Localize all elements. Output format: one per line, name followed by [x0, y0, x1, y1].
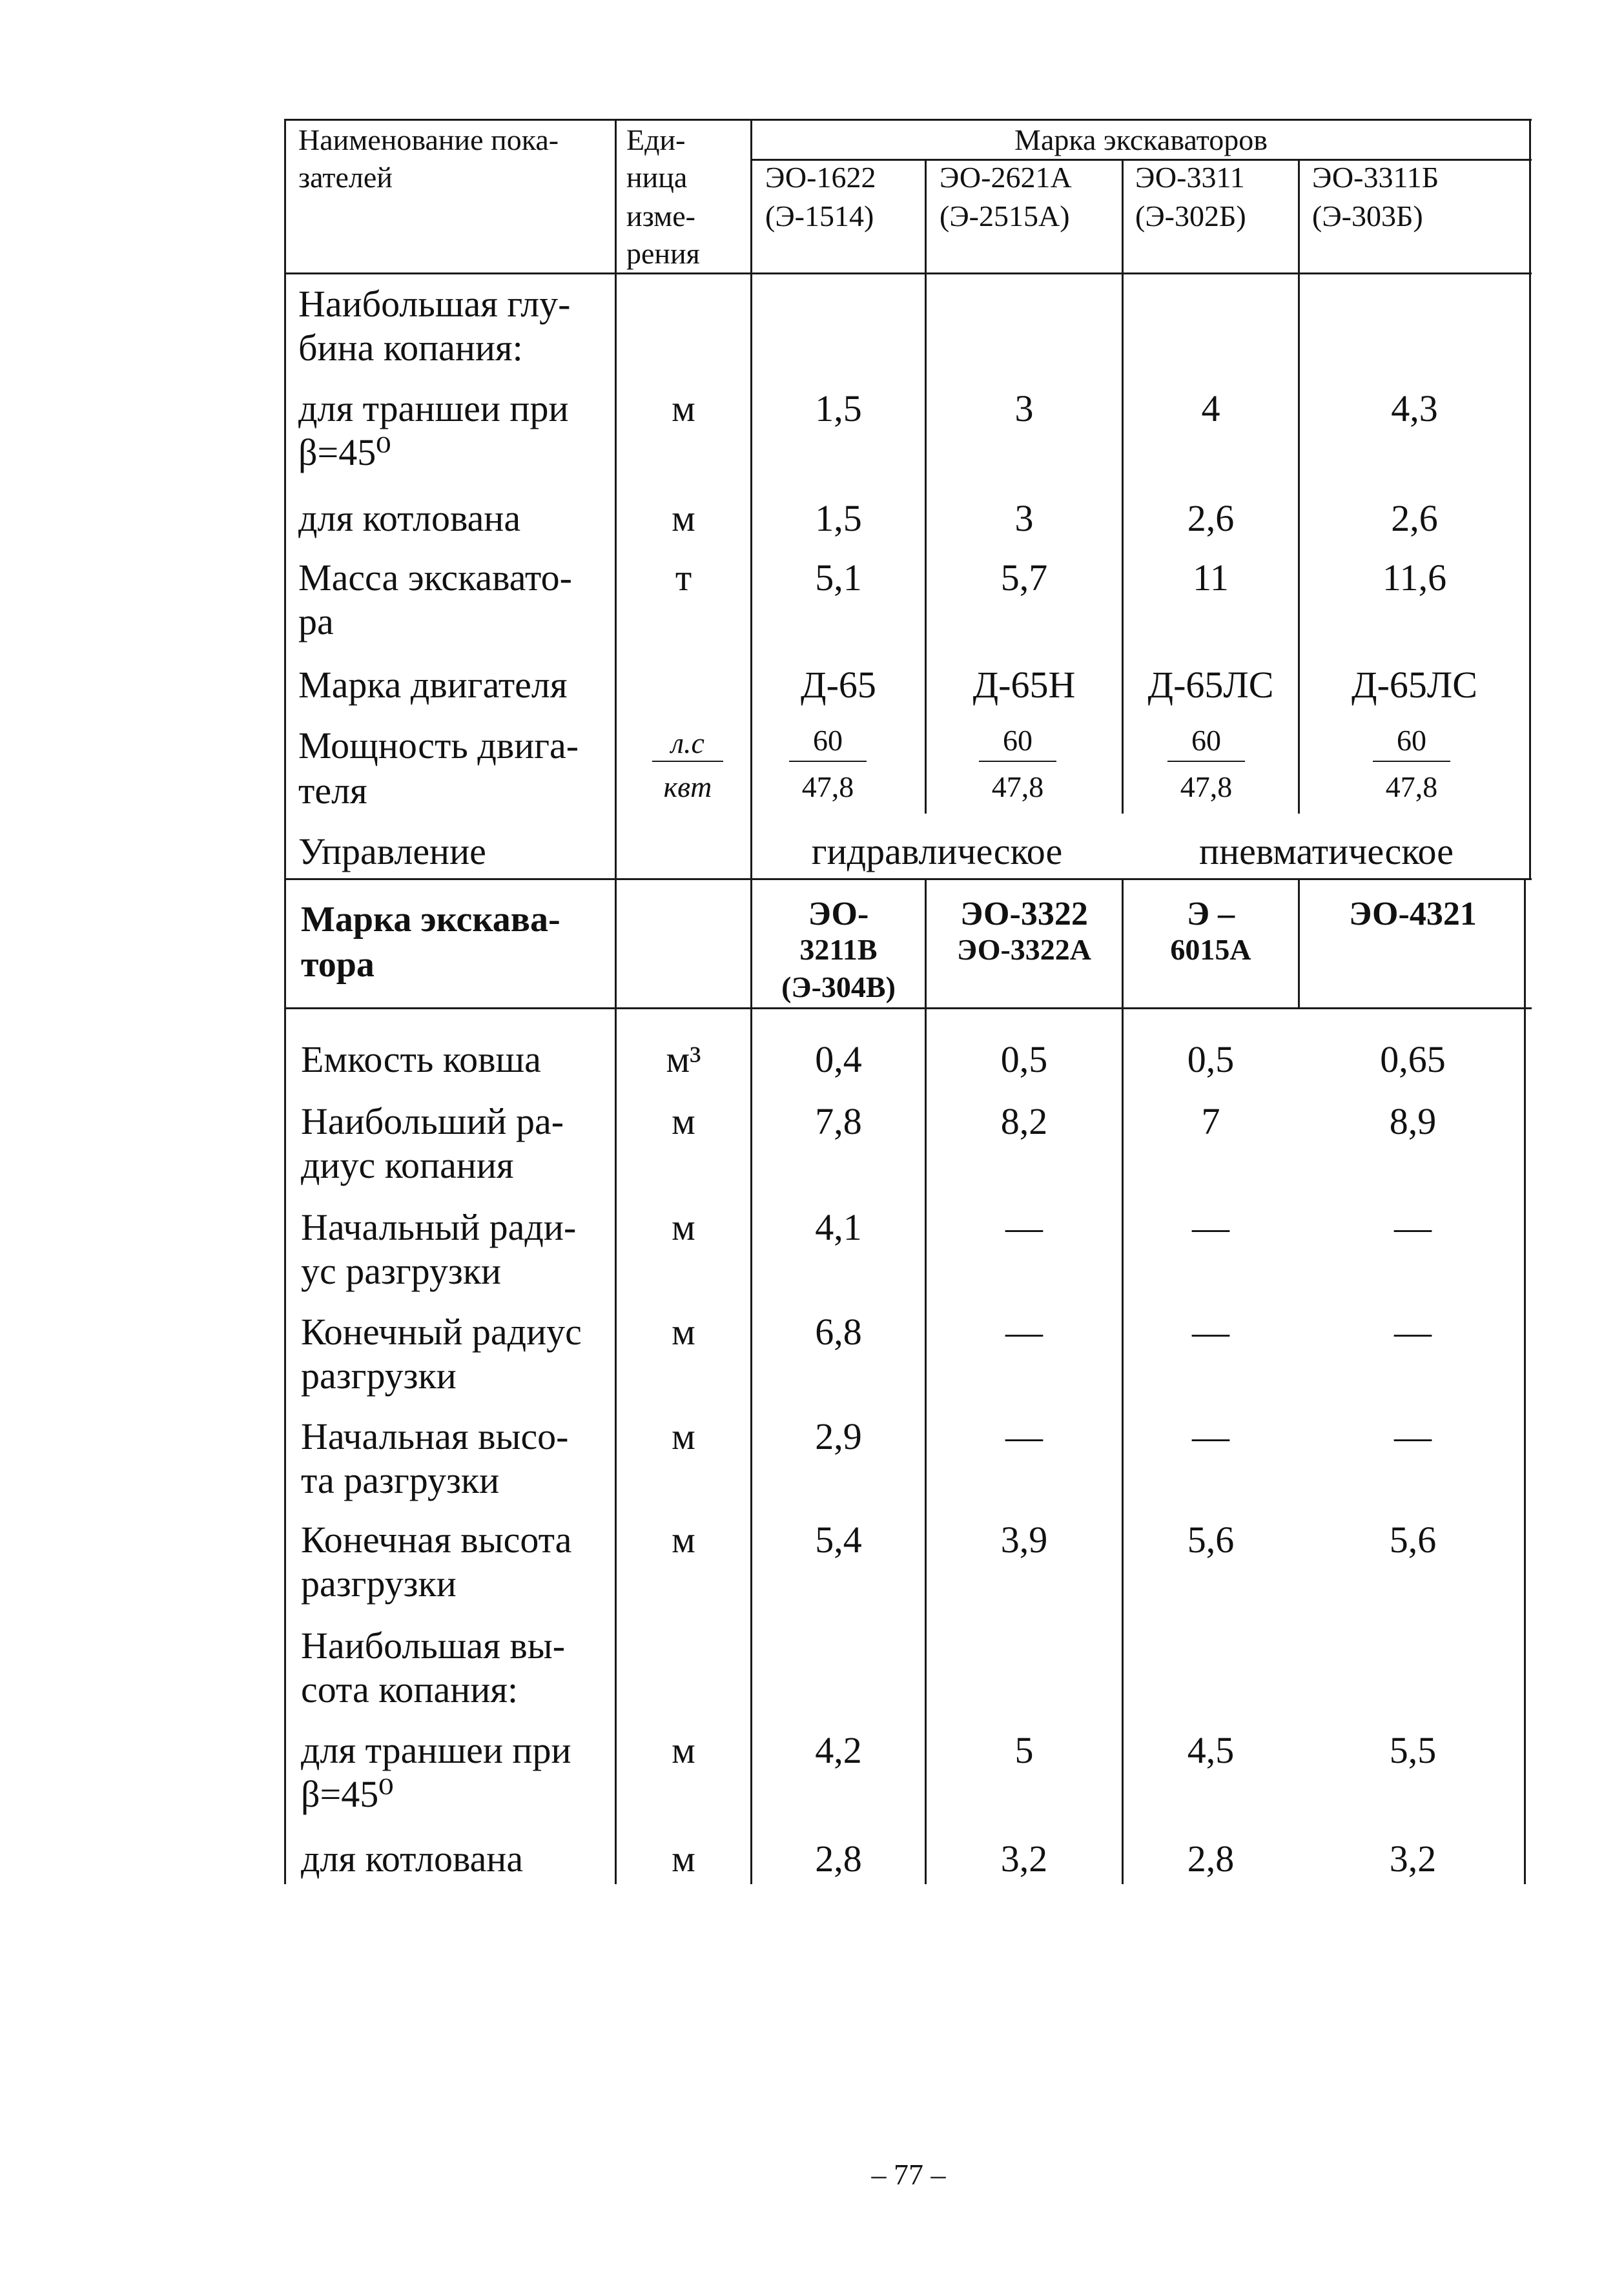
col-model3-divider-a [1122, 159, 1124, 814]
col-unit-divider [615, 119, 617, 1884]
col-name-header-line2: зателей [298, 161, 393, 194]
row-pit-unit: м [672, 497, 695, 539]
row-unload-r1-value-2: — [1005, 1311, 1043, 1353]
row-unload-h0-label-line2: та разгрузки [301, 1459, 500, 1501]
row-dig-radius-value-2: 8,2 [1000, 1100, 1048, 1142]
section2-header-line2: тора [301, 945, 375, 985]
row-s2-trench-unit: м [672, 1729, 695, 1771]
row-s2-trench-value-3: 4,5 [1187, 1729, 1235, 1771]
row-unload-h0-value-4: — [1394, 1415, 1432, 1457]
row-power-bottom-2: 47,8 [991, 770, 1044, 803]
row-power-top-2: 60 [1003, 724, 1033, 757]
row-dig-radius-value-3: 7 [1201, 1100, 1220, 1142]
row-bucket-label: Емкость ковша [301, 1038, 541, 1080]
depth-title-line2: бина копания: [298, 327, 523, 369]
row-unload-h1-value-4: 5,6 [1389, 1519, 1437, 1561]
table-top-border [750, 119, 1532, 121]
row-engine-value-2: Д-65Н [972, 664, 1076, 706]
row-bucket-value-2: 0,5 [1000, 1038, 1048, 1080]
row-s2-trench-value-4: 5,5 [1389, 1729, 1437, 1771]
row-unload-r0-value-3: — [1192, 1206, 1229, 1248]
row-mass-label-line1: Масса экскавато- [298, 557, 572, 599]
row-unload-h1-value-2: 3,9 [1000, 1519, 1048, 1561]
row-dig-radius-label-line1: Наибольший ра- [301, 1100, 564, 1142]
power-fraction-line-1 [789, 761, 867, 762]
row-dig-height-title-line2: сота копания: [301, 1669, 519, 1710]
row-unload-r1-label-line1: Конечный радиус [301, 1311, 582, 1353]
col-unit-header-line4: рения [626, 237, 700, 270]
row-engine-value-3: Д-65ЛС [1147, 664, 1274, 706]
table-right-border [1529, 119, 1531, 878]
row-unload-r1-value-4: — [1394, 1311, 1432, 1353]
row-dig-radius-label-line2: диус копания [301, 1144, 514, 1186]
page-number: – 77 – [871, 2158, 946, 2191]
depth-title-line1: Наибольшая глу- [298, 283, 571, 325]
row-power-bottom-3: 47,8 [1180, 770, 1233, 803]
row-bucket-unit: м³ [666, 1038, 701, 1080]
row-s2-trench-label-line2: β=45⁰ [301, 1773, 394, 1815]
row-unload-h0-unit: м [672, 1415, 695, 1457]
col-unit-header-line1: Еди- [626, 123, 686, 156]
row-mass-unit: т [675, 557, 692, 599]
row-unload-h1-value-1: 5,4 [815, 1519, 862, 1561]
row-s2-trench-label-line1: для траншеи при [301, 1729, 571, 1771]
col-model2-divider-a [925, 159, 927, 814]
row-unload-h1-value-3: 5,6 [1187, 1519, 1235, 1561]
row-unload-r0-label-line2: ус разгрузки [301, 1250, 502, 1292]
row-s2-trench-value-2: 5 [1014, 1729, 1034, 1771]
row-mass-value-2: 5,7 [1000, 557, 1048, 599]
row-pit-value-4: 2,6 [1391, 497, 1438, 539]
section2-header-bottom [284, 1007, 1532, 1009]
power-fraction-line-unit [652, 761, 723, 762]
s2-model1-line3: (Э-304В) [781, 971, 896, 1003]
col-model4-divider-a [1298, 159, 1300, 814]
row-power-unit-top: л.с [671, 726, 704, 759]
model2-header-line2: (Э-2515А) [940, 200, 1070, 232]
row-trench-unit: м [672, 387, 695, 429]
row-unload-h1-unit: м [672, 1519, 695, 1561]
row-unload-r1-label-line2: разгрузки [301, 1355, 457, 1397]
model2-header-line1: ЭО-2621А [940, 161, 1072, 194]
row-s2-pit-value-3: 2,8 [1187, 1838, 1235, 1880]
row-mass-value-4: 11,6 [1382, 557, 1447, 599]
row-s2-pit-unit: м [672, 1838, 695, 1880]
row-unload-r0-value-4: — [1394, 1206, 1432, 1248]
row-mass-value-1: 5,1 [815, 557, 862, 599]
power-fraction-line-4 [1373, 761, 1450, 762]
model4-header-line2: (Э-303Б) [1312, 200, 1423, 232]
row-trench-value-3: 4 [1201, 387, 1220, 429]
row-unload-h1-label-line2: разгрузки [301, 1563, 457, 1605]
section-divider [284, 878, 1532, 880]
table-left-border [284, 119, 286, 1884]
control-hydraulic: гидравлическое [811, 830, 1063, 872]
row-dig-radius-unit: м [672, 1100, 695, 1142]
model3-header-line2: (Э-302Б) [1135, 200, 1246, 232]
left-top-border [284, 119, 750, 121]
row-unload-h0-value-3: — [1192, 1415, 1229, 1457]
row-pit-value-1: 1,5 [815, 497, 862, 539]
header-bottom-border [284, 272, 1532, 274]
row-engine-value-4: Д-65ЛС [1352, 664, 1477, 706]
row-trench-value-1: 1,5 [815, 387, 862, 429]
row-unload-r0-label-line1: Начальный ради- [301, 1206, 577, 1248]
brand-group-header: Марка экскаваторов [1014, 123, 1268, 156]
row-power-label-line2: теля [298, 770, 367, 812]
row-engine-value-1: Д-65 [801, 664, 876, 706]
row-unload-h0-label-line1: Начальная высо- [301, 1415, 569, 1457]
row-s2-pit-label: для котлована [301, 1838, 524, 1880]
s2-model3-line1: Э – [1186, 896, 1235, 932]
row-power-top-1: 60 [813, 724, 843, 757]
row-unload-r1-value-3: — [1192, 1311, 1229, 1353]
model4-header-line1: ЭО-3311Б [1312, 161, 1439, 194]
s2-model4-line1: ЭО-4321 [1349, 896, 1477, 932]
row-bucket-value-1: 0,4 [815, 1038, 862, 1080]
row-unload-r1-unit: м [672, 1311, 695, 1353]
model1-header-line1: ЭО-1622 [765, 161, 876, 194]
row-trench-label-line1: для траншеи при [298, 387, 569, 429]
row-pit-value-3: 2,6 [1187, 497, 1235, 539]
row-engine-label: Марка двигателя [298, 664, 568, 706]
row-unload-r1-value-1: 6,8 [815, 1311, 862, 1353]
row-unload-h0-value-2: — [1005, 1415, 1043, 1457]
row-unload-h0-value-1: 2,9 [815, 1415, 862, 1457]
row-power-bottom-4: 47,8 [1385, 770, 1438, 803]
row-power-bottom-1: 47,8 [801, 770, 854, 803]
row-s2-pit-value-1: 2,8 [815, 1838, 862, 1880]
row-dig-radius-value-4: 8,9 [1389, 1100, 1437, 1142]
row-s2-pit-value-2: 3,2 [1000, 1838, 1048, 1880]
power-fraction-line-3 [1167, 761, 1245, 762]
row-bucket-value-3: 0,5 [1187, 1038, 1235, 1080]
row-trench-value-2: 3 [1014, 387, 1034, 429]
col-name-header-line1: Наименование пока- [298, 123, 559, 156]
row-power-label-line1: Мощность двига- [298, 724, 579, 766]
row-bucket-value-4: 0,65 [1380, 1038, 1446, 1080]
s2-model2-line1: ЭО-3322 [960, 896, 1088, 932]
model1-header-line2: (Э-1514) [765, 200, 874, 232]
row-dig-radius-value-1: 7,8 [815, 1100, 862, 1142]
col-unit-header-line2: ница [626, 161, 688, 194]
row-trench-label-line2: β=45⁰ [298, 431, 391, 473]
row-unload-h1-label-line1: Конечная высота [301, 1519, 572, 1561]
s2-model3-line2: 6015А [1170, 933, 1251, 966]
row-control-label: Управление [298, 830, 486, 872]
row-mass-value-3: 11 [1193, 557, 1229, 599]
row-s2-trench-value-1: 4,2 [815, 1729, 862, 1771]
section2-header-line1: Марка экскава- [301, 899, 560, 940]
row-s2-pit-value-4: 3,2 [1389, 1838, 1437, 1880]
power-fraction-line-2 [979, 761, 1056, 762]
row-dig-height-title-line1: Наибольшая вы- [301, 1625, 566, 1667]
col-unit-header-line3: изме- [626, 200, 695, 232]
s2-model2-line2: ЭО-3322А [956, 933, 1092, 966]
s2-model1-line1: ЭО- [808, 896, 869, 932]
row-mass-label-line2: ра [298, 601, 334, 642]
row-power-unit-bottom: квт [663, 770, 712, 803]
row-unload-r0-unit: м [672, 1206, 695, 1248]
row-unload-r0-value-2: — [1005, 1206, 1043, 1248]
row-power-top-4: 60 [1397, 724, 1426, 757]
row-pit-value-2: 3 [1014, 497, 1034, 539]
row-unload-r0-value-1: 4,1 [815, 1206, 862, 1248]
row-trench-value-4: 4,3 [1391, 387, 1438, 429]
row-power-top-3: 60 [1191, 724, 1221, 757]
model3-header-line1: ЭО-3311 [1135, 161, 1245, 194]
s2-model1-line2: 3211В [799, 933, 878, 966]
row-pit-label: для котлована [298, 497, 521, 539]
control-pneumatic: пневматическое [1199, 830, 1454, 872]
